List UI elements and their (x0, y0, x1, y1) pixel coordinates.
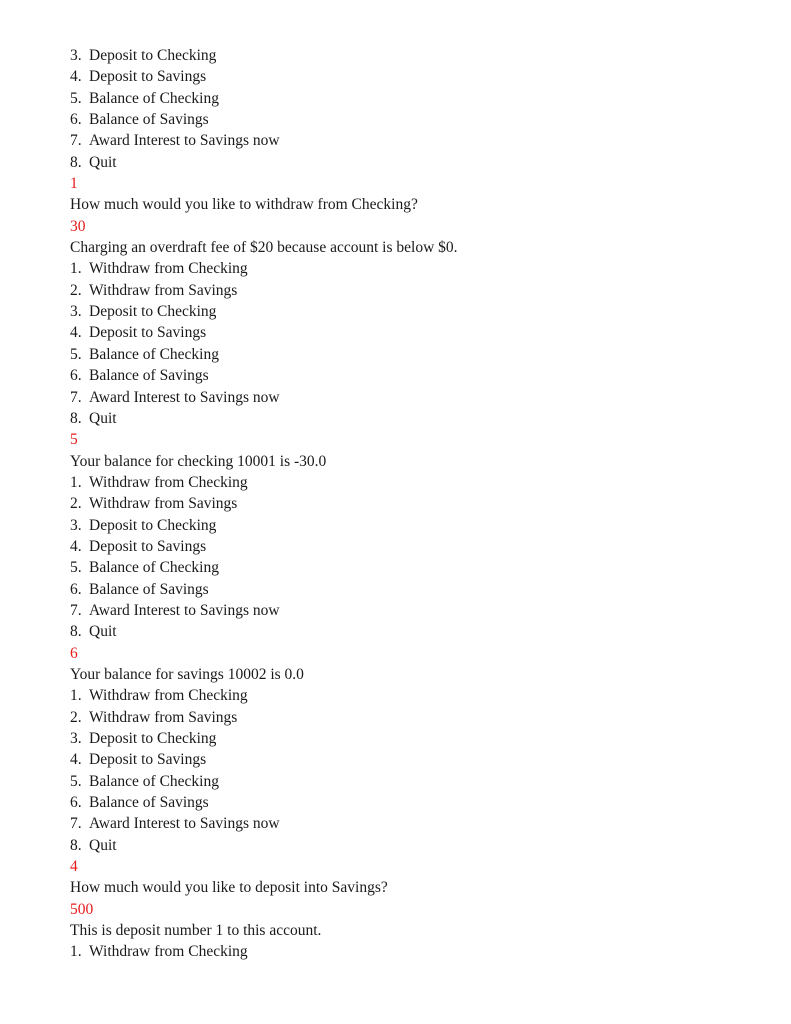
menu-option (70, 322, 770, 343)
menu-option (70, 258, 770, 279)
program-output: How much would you like to withdraw from Checking? (70, 196, 418, 214)
menu-option-number: 7. (70, 815, 82, 833)
menu-option-number: 1. (70, 687, 82, 705)
menu-option-number: 5. (70, 559, 82, 577)
menu-option (70, 408, 770, 429)
program-output: This is deposit number 1 to this account. (70, 922, 322, 940)
menu-option-label: Balance of Checking (89, 559, 219, 577)
menu-option-label: Deposit to Savings (89, 537, 207, 555)
menu-option-label: Deposit to Savings (89, 324, 207, 342)
menu-option-number: 5. (70, 772, 82, 790)
menu-option-label: Quit (89, 836, 117, 854)
menu-option-label: Withdraw from Checking (89, 943, 248, 961)
user-input: 1 (70, 175, 78, 193)
user-input: 6 (70, 644, 78, 662)
user-input: 5 (70, 431, 78, 449)
menu-option-number: 2. (70, 281, 82, 299)
menu-option-number: 1. (70, 260, 82, 278)
menu-option (70, 749, 770, 770)
menu-option (70, 941, 770, 962)
menu-option-number: 5. (70, 345, 82, 363)
menu-option-number: 8. (70, 409, 82, 427)
menu-option (70, 493, 770, 514)
menu-option-number: 4. (70, 751, 82, 769)
menu-option-number: 8. (70, 623, 82, 641)
menu-option-label: Balance of Savings (89, 580, 209, 598)
menu-option (70, 557, 770, 578)
menu-option-label: Balance of Checking (89, 89, 219, 107)
console-transcript (70, 45, 770, 963)
menu-option-label: Withdraw from Savings (89, 281, 238, 299)
program-output: How much would you like to deposit into Savings? (70, 879, 388, 897)
menu-option-number: 7. (70, 132, 82, 150)
menu-option-number: 4. (70, 324, 82, 342)
menu-option-number: 3. (70, 730, 82, 747)
user-input: 30 (70, 217, 86, 235)
menu-option-label: Quit (89, 623, 117, 641)
menu-option (70, 387, 770, 408)
menu-option-label: Deposit to Checking (89, 303, 217, 321)
menu-option (70, 771, 770, 792)
menu-option (70, 685, 770, 706)
menu-option-number: 8. (70, 153, 82, 171)
menu-option (70, 536, 770, 557)
menu-option-number: 6. (70, 580, 82, 598)
menu-option-number: 4. (70, 68, 82, 86)
program-output: Charging an overdraft fee of $20 because account is below $0. (70, 239, 458, 257)
menu-option-number: 3. (70, 47, 82, 64)
menu-option-label: Deposit to Checking (89, 47, 217, 64)
menu-option-number: 6. (70, 367, 82, 385)
menu-option (70, 621, 770, 642)
menu-option (70, 515, 770, 536)
menu-option (70, 344, 770, 365)
menu-option-number: 8. (70, 836, 82, 854)
menu-option-label: Balance of Checking (89, 772, 219, 790)
menu-option-label: Award Interest to Savings now (89, 601, 280, 619)
menu-option-label: Award Interest to Savings now (89, 132, 280, 150)
menu-option-number: 1. (70, 473, 82, 491)
menu-option (70, 152, 770, 173)
menu-option-label: Deposit to Checking (89, 516, 217, 534)
menu-option-label: Deposit to Savings (89, 751, 207, 769)
menu-option (70, 728, 770, 749)
menu-option-label: Quit (89, 409, 117, 427)
menu-option (70, 66, 770, 87)
menu-option (70, 579, 770, 600)
menu-option-number: 7. (70, 388, 82, 406)
menu-option-number: 2. (70, 495, 82, 513)
menu-option (70, 600, 770, 621)
menu-option (70, 45, 770, 66)
menu-option (70, 835, 770, 856)
menu-option-label: Deposit to Savings (89, 68, 207, 86)
menu-option-label: Balance of Savings (89, 111, 209, 129)
menu-option-label: Withdraw from Checking (89, 473, 248, 491)
menu-option-number: 5. (70, 89, 82, 107)
menu-option-label: Withdraw from Savings (89, 708, 238, 726)
program-output: Your balance for savings 10002 is 0.0 (70, 665, 304, 683)
menu-option (70, 301, 770, 322)
menu-option-number: 6. (70, 111, 82, 129)
menu-option-label: Deposit to Checking (89, 730, 217, 747)
menu-option (70, 365, 770, 386)
program-output: Your balance for checking 10001 is -30.0 (70, 452, 327, 470)
menu-option-label: Quit (89, 153, 117, 171)
user-input: 500 (70, 900, 94, 918)
menu-option (70, 792, 770, 813)
menu-option-number: 3. (70, 516, 82, 534)
menu-option-label: Withdraw from Savings (89, 495, 238, 513)
menu-option (70, 109, 770, 130)
menu-option-number: 3. (70, 303, 82, 321)
menu-option (70, 472, 770, 493)
menu-option-label: Balance of Savings (89, 367, 209, 385)
menu-option-number: 6. (70, 794, 82, 812)
menu-option-number: 4. (70, 537, 82, 555)
menu-option-number: 2. (70, 708, 82, 726)
menu-option (70, 813, 770, 834)
menu-option (70, 280, 770, 301)
menu-option-number: 7. (70, 601, 82, 619)
menu-option-label: Balance of Savings (89, 794, 209, 812)
menu-option-label: Withdraw from Checking (89, 260, 248, 278)
menu-option (70, 130, 770, 151)
menu-option (70, 88, 770, 109)
menu-option (70, 707, 770, 728)
menu-option-label: Award Interest to Savings now (89, 815, 280, 833)
menu-option-number: 1. (70, 943, 82, 961)
menu-option-label: Withdraw from Checking (89, 687, 248, 705)
user-input: 4 (70, 858, 78, 876)
menu-option-label: Balance of Checking (89, 345, 219, 363)
menu-option-label: Award Interest to Savings now (89, 388, 280, 406)
